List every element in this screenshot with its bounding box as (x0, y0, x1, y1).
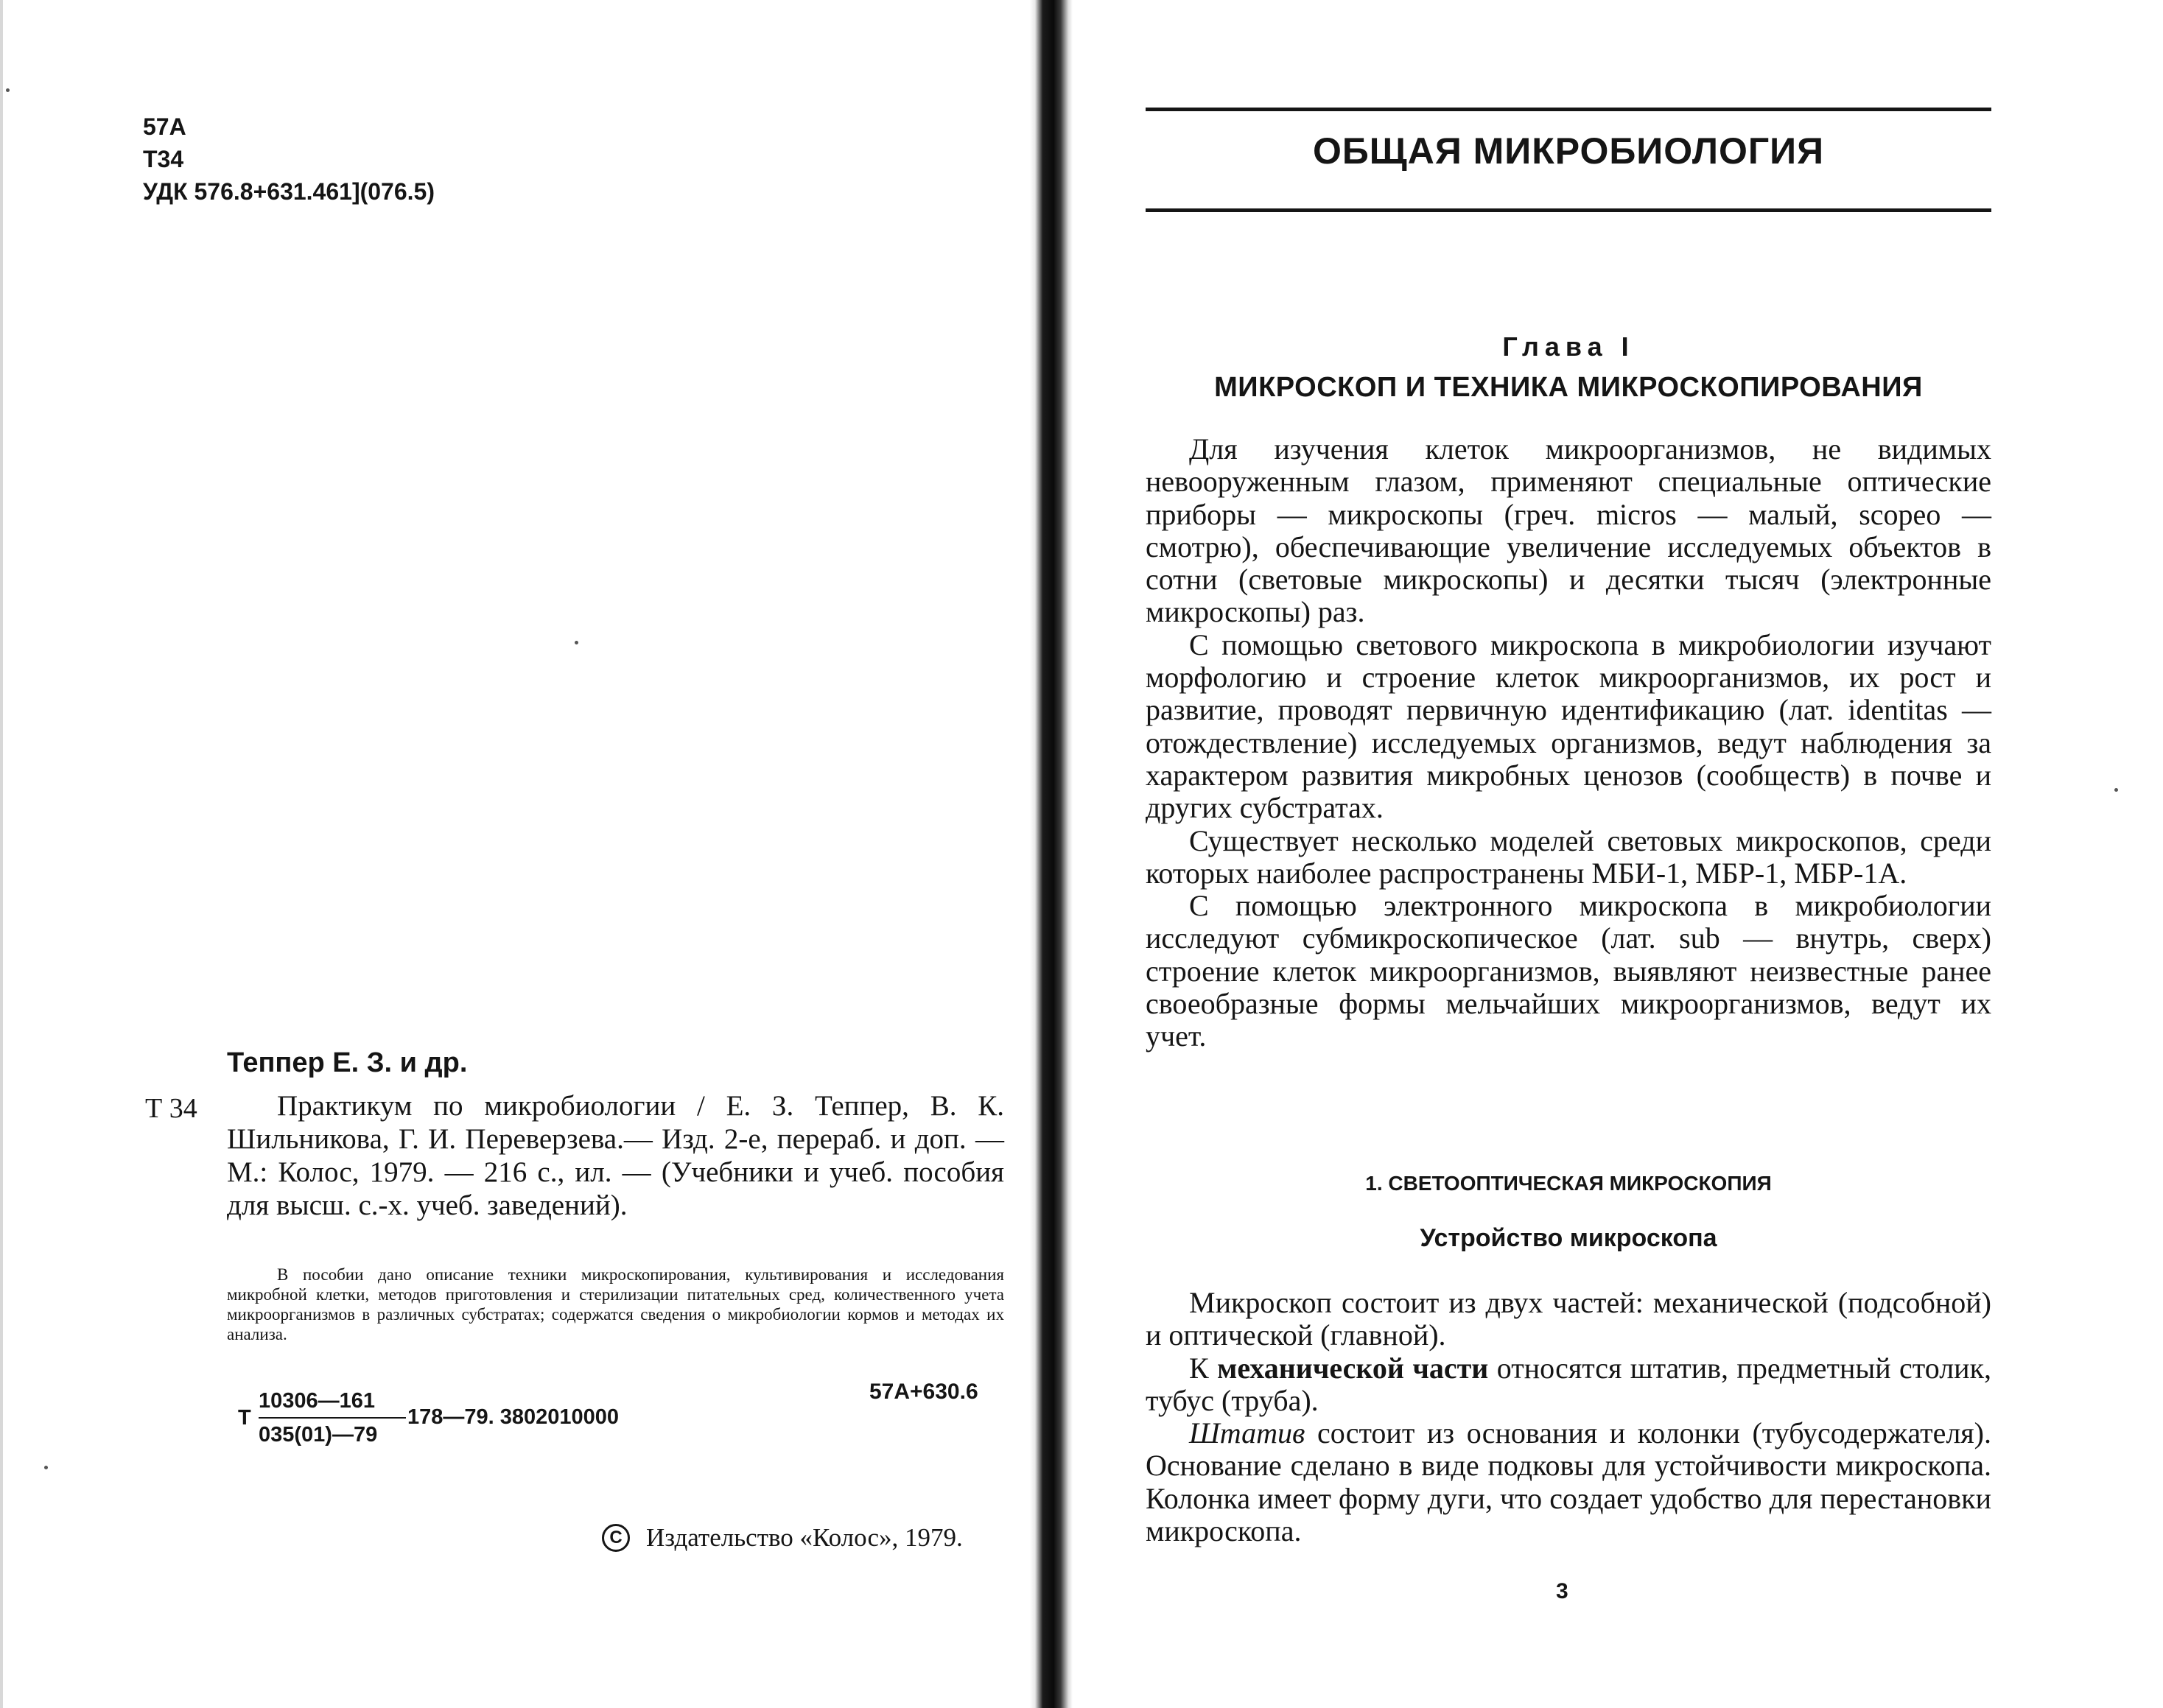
paragraph (1146, 1417, 1991, 1547)
print-speck (575, 641, 578, 644)
formula-numerator: 10306—161 (259, 1389, 376, 1413)
annotation (227, 1265, 1004, 1344)
copyright-line (602, 1523, 963, 1553)
paragraph: Микроскоп состоит из двух частей: механической (подсобной) и оптической (главной). (1146, 1286, 1991, 1352)
bottom-rule (1146, 208, 1991, 212)
formula-denominator: 035(01)—79 (259, 1423, 378, 1447)
page-number: 3 (1556, 1579, 1568, 1603)
chapter-body (1146, 433, 1991, 1053)
formula-rest: 178—79. 3802010000 (407, 1405, 620, 1429)
paragraph: С помощью электронного микроскопа в микробиологии исследуют субмикроскопическое (лат. sub — внутрь, сверх) строение клеток микроорганизмов, выявляют неизвестные ранее своеобразные формы мельчайших микроорганизмов, ведут их учет. (1146, 889, 1991, 1053)
book-gutter (1030, 0, 1073, 1708)
paragraph: Для изучения клеток микроорганизмов, не видимых невооруженным глазом, применяют специальные оптические приборы — микроскопы (греч. micros — малый, scopeo — смотрю), обеспечивающие увеличение исследуемых объектов в сотни (световые микроскопы) и десятки тысяч (электронные микроскопы) раз. (1146, 432, 1991, 629)
copyright-icon: C (602, 1524, 630, 1552)
paragraph: Существует несколько моделей световых микроскопов, среди которых наиболее распространены МБИ-1, МБР-1, МБР-1А. (1146, 823, 1991, 890)
fraction-bar (259, 1417, 406, 1419)
subsection-title: 1. СВЕТООПТИЧЕСКАЯ МИКРОСКОПИЯ (1365, 1172, 1772, 1195)
catalog-number: Т 34 (145, 1093, 197, 1124)
formula-prefix: Т (238, 1406, 251, 1430)
author-heading: Теппер Е. З. и др. (227, 1047, 468, 1078)
bold-term: механической части (1217, 1351, 1489, 1385)
chapter-label: Глава I (1502, 331, 1635, 362)
classification-codes (143, 110, 435, 208)
copyright-text: Издательство «Колос», 1979. (646, 1523, 963, 1552)
bibliographic-text: Практикум по микробиологии / Е. З. Теппер, В. К. Шильникова, Г. И. Переверзева.— Изд. 2-е, перераб. и доп. — М.: Колос, 1979. — 216 с., ил. — (Учебники и учеб. пособия для высш. с.-х. учеб. заведений). (227, 1090, 1004, 1221)
paragraph-lead: К (1189, 1351, 1209, 1385)
annotation-text: В пособии дано описание техники микроскопирования, культивирования и исследования микробной клетки, методов приготовления и стерилизации питательных сред, количественного учета микроорганизмов в различных субстратах; содержатся сведения о микробиологии кормов и методах их анализа. (227, 1265, 1004, 1343)
code-line: 57А (143, 113, 186, 140)
bbk-index: 57А+630.6 (869, 1380, 978, 1404)
left-page-edge (0, 0, 3, 1708)
print-speck (44, 1466, 48, 1469)
device-description (1146, 1287, 1991, 1547)
top-rule (1146, 108, 1991, 111)
paragraph-rest: состоит из основания и колонки (тубусодержателя). Основание сделано в виде подковы для устойчивости микроскопа. Колонка имеет форму дуги, что создает удобство для перестановки микроскопа. (1146, 1416, 1992, 1548)
code-line: Т34 (143, 146, 184, 172)
paragraph: С помощью светового микроскопа в микробиологии изучают морфологию и строение клеток микроорганизмов, их рост и развитие, проводят первичную идентификацию (лат. identitas — отождествление) исследуемых организмов, ведут наблюдения за характером развития микробных ценозов (сообществ) в почве и других субстратах. (1146, 628, 1991, 825)
print-speck (2114, 788, 2118, 792)
italic-term: Штатив (1189, 1416, 1305, 1450)
udk-code: УДК 576.8+631.461](076.5) (143, 178, 435, 205)
paragraph (1146, 1352, 1991, 1418)
chapter-title: МИКРОСКОП И ТЕХНИКА МИКРОСКОПИРОВАНИЯ (1214, 372, 1923, 403)
subsubsection-title: Устройство микроскопа (1420, 1224, 1717, 1252)
print-speck (6, 88, 10, 92)
section-title: ОБЩАЯ МИКРОБИОЛОГИЯ (1312, 130, 1825, 172)
bibliographic-entry (227, 1089, 1004, 1222)
paragraph-rest: относятся штатив, предметный столик, тубус (труба). (1146, 1351, 1991, 1417)
